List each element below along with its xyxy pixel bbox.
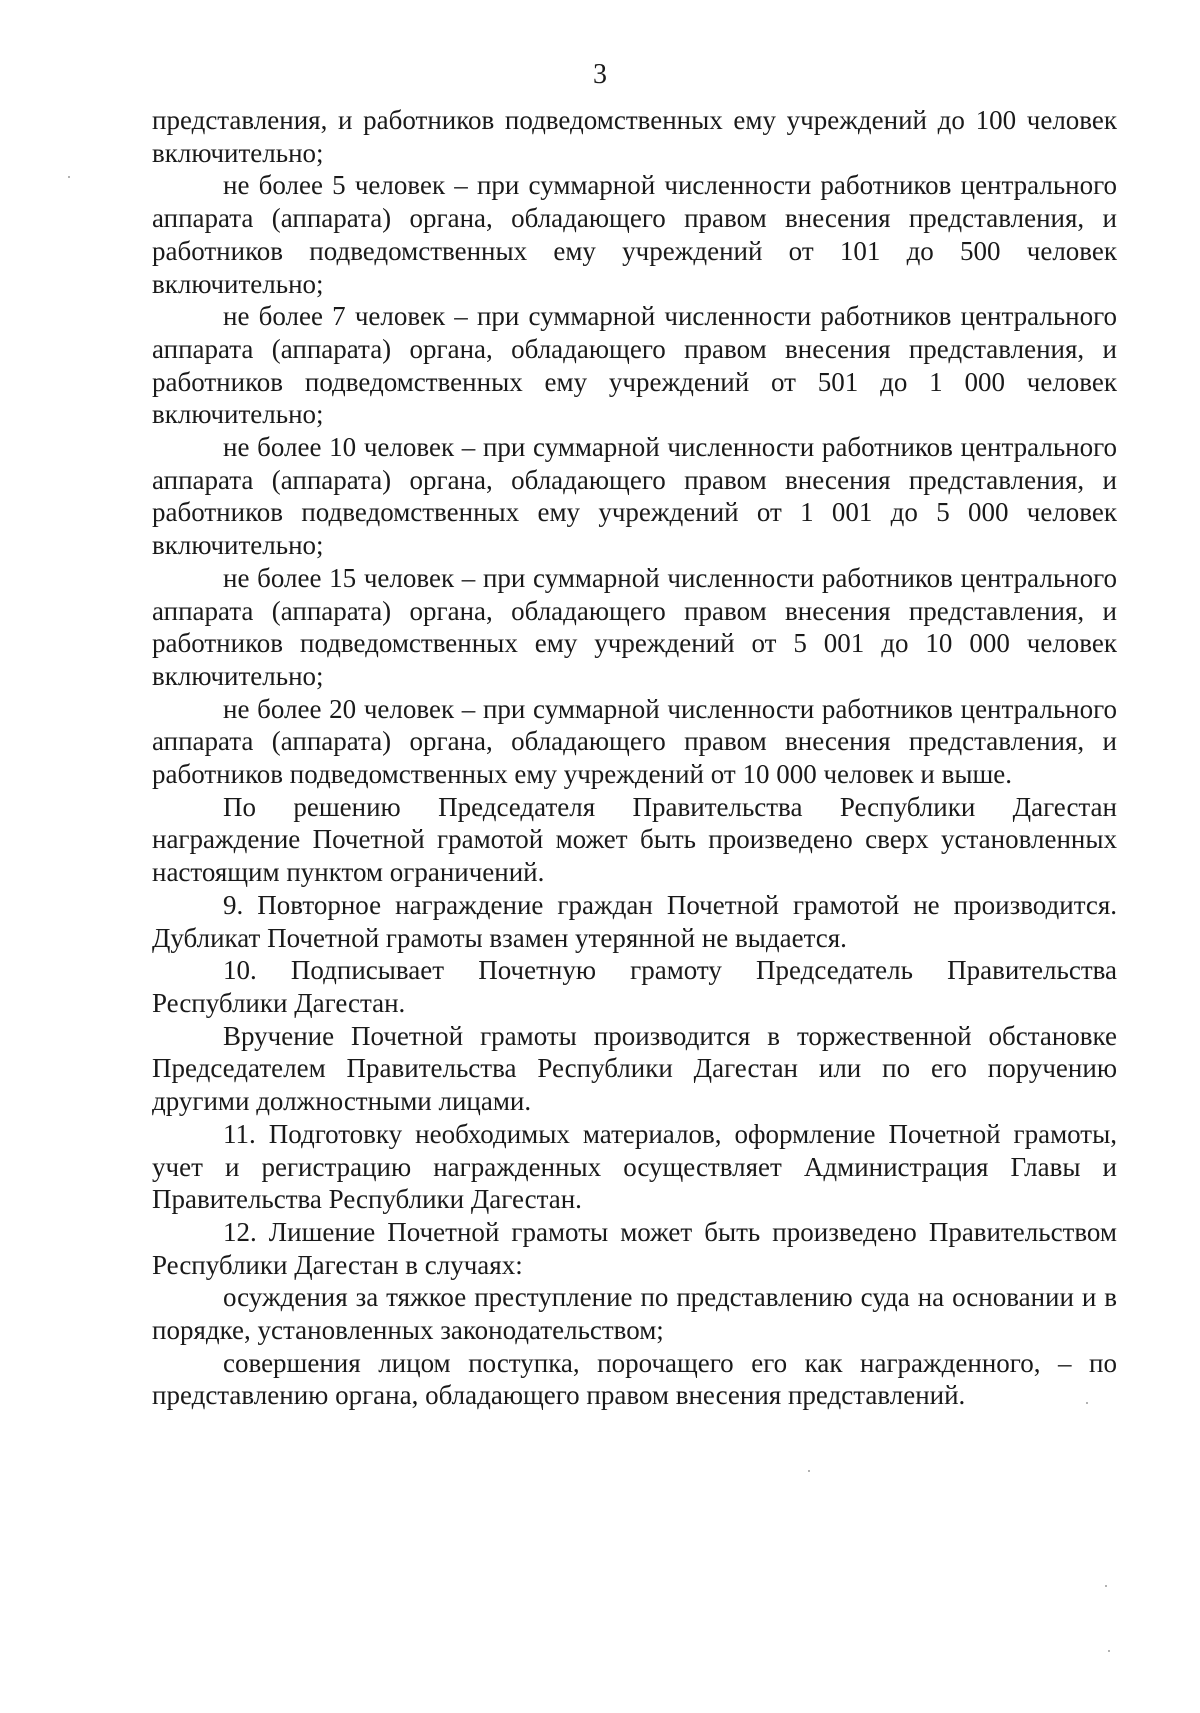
scan-speck: [1105, 1585, 1107, 1587]
page-number: 3: [593, 59, 607, 90]
scan-speck: [1086, 1402, 1088, 1404]
paragraph-limit-10: не более 10 человек – при суммарной численности работников центрального аппарата (аппарата) органа, обладающего правом внесения представления, и работников подведомственных ему учреждений от 1 001 до 5 000 человек включительно;: [152, 432, 1117, 561]
paragraph-limit-20: не более 20 человек – при суммарной численности работников центрального аппарата (аппарата) органа, обладающего правом внесения представления, и работников подведомственных ему учреждений от 10 000 человек и выше.: [152, 693, 1117, 790]
paragraph-item-10: 10. Подписывает Почетную грамоту Председатель Правительства Республики Дагестан.: [152, 955, 1117, 1018]
paragraph-case-conviction: осуждения за тяжкое преступление по представлению суда на основании и в порядке, установленных законодательством;: [152, 1282, 1117, 1346]
document-body: [152, 104, 1117, 1412]
paragraph-item-11: 11. Подготовку необходимых материалов, оформление Почетной грамоты, учет и регистрацию награжденных осуществляет Администрация Главы и Правительства Республики Дагестан.: [152, 1118, 1117, 1215]
paragraph-limit-15: не более 15 человек – при суммарной численности работников центрального аппарата (аппарата) органа, обладающего правом внесения представления, и работников подведомственных ему учреждений от 5 001 до 10 000 человек включительно;: [152, 562, 1117, 691]
paragraph-presentation: Вручение Почетной грамоты производится в торжественной обстановке Председателем Правительства Республики Дагестан или по его поручению другими должностными лицами.: [152, 1020, 1117, 1117]
scan-speck: [808, 1470, 810, 1472]
paragraph-item-12: 12. Лишение Почетной грамоты может быть произведено Правительством Республики Дагестан в случаях:: [152, 1216, 1117, 1280]
paragraph-case-misconduct: совершения лицом поступка, порочащего его как награжденного, – по представлению органа, обладающего правом внесения представлений.: [152, 1347, 1117, 1411]
paragraph-continuation: представления, и работников подведомственных ему учреждений до 100 человек включительно;: [152, 105, 1117, 168]
scan-speck: [68, 176, 70, 178]
scan-speck: [1108, 1650, 1110, 1652]
paragraph-chairman-decision: По решению Председателя Правительства Республики Дагестан награждение Почетной грамотой может быть произведено сверх установленных настоящим пунктом ограничений.: [152, 791, 1117, 888]
paragraph-limit-5: не более 5 человек – при суммарной численности работников центрального аппарата (аппарата) органа, обладающего правом внесения представления, и работников подведомственных ему учреждений от 101 до 500 человек включительно;: [152, 170, 1117, 299]
paragraph-limit-7: не более 7 человек – при суммарной численности работников центрального аппарата (аппарата) органа, обладающего правом внесения представления, и работников подведомственных ему учреждений от 501 до 1 000 человек включительно;: [152, 301, 1117, 430]
paragraph-item-9: 9. Повторное награждение граждан Почетной грамотой не производится. Дубликат Почетной грамоты взамен утерянной не выдается.: [152, 889, 1117, 953]
